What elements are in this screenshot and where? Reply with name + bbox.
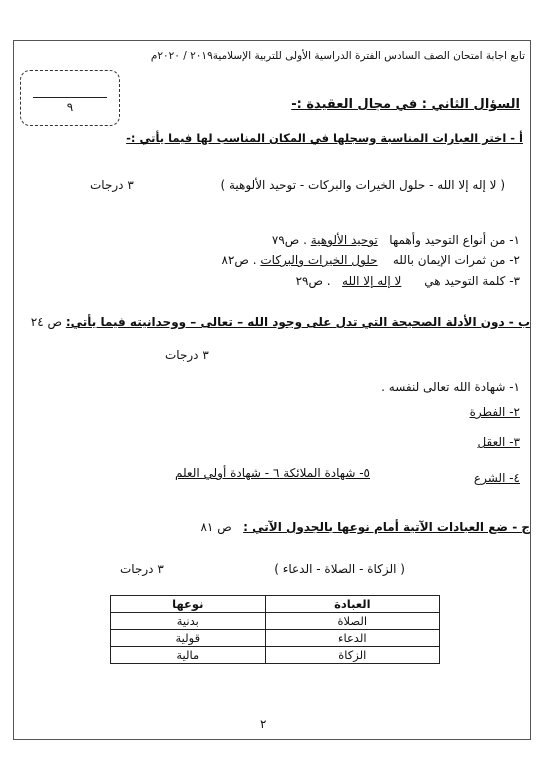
item-answer: حلول الخيرات والبركات: [260, 253, 378, 267]
part-c-instruction: ج - ضع العبادات الآتية أمام نوعها بالجدول الآتي :: [243, 520, 530, 534]
part-b-item-2: ٢- الفطرة: [469, 405, 520, 419]
part-c-marks: ٣ درجات: [120, 562, 164, 576]
item-prefix: ٣- كلمة التوحيد هي: [424, 274, 520, 288]
exam-header: تابع اجابة امتحان الصف السادس الفترة الدراسية الأولى للتربية الإسلامية٢٠١٩ / ٢٠٢٠م: [150, 50, 525, 62]
part-a-item-1: [272, 233, 520, 247]
table-cell-type: مالية: [111, 647, 266, 664]
part-a-item-2: [222, 253, 521, 267]
table-cell-worship: الدعاء: [265, 630, 439, 647]
part-b-item-4: ٤- الشرع: [473, 471, 520, 485]
table-row: [111, 647, 440, 664]
table-cell-worship: الزكاة: [265, 647, 439, 664]
question-two-title: السؤال الثاني : في مجال العقيدة :-: [291, 97, 520, 112]
part-b-instruction-line: [31, 315, 530, 329]
part-b-item-5-6: ٥- شهادة الملائكة ٦ - شهادة أولي العلم: [174, 466, 370, 480]
item-answer: توحيد الألوهية: [310, 233, 378, 247]
table-row: [111, 630, 440, 647]
part-c-instruction-line: [200, 520, 530, 534]
item-ref: . ص٨٢: [221, 253, 257, 267]
worship-type-table: [110, 595, 440, 664]
part-a-instruction: أ - اختر العبارات المناسبة وسجلها في المكان المناسب لها فيما يأتي :-: [126, 131, 523, 145]
page-number: ٢: [260, 717, 267, 731]
part-c-ref: ص ٨١: [200, 520, 232, 534]
part-b-marks: ٣ درجات: [165, 348, 209, 362]
part-b-instruction: ب - دون الأدلة الصحيحة التي تدل على وجود الله – تعالى – ووحدانيته فيما يأتي:: [65, 315, 530, 329]
score-value: ٩: [66, 100, 74, 114]
part-a-item-3: [296, 274, 520, 288]
item-answer: لا إله إلا الله: [342, 274, 402, 288]
table-header-row: [111, 596, 440, 613]
item-prefix: ١- من أنواع التوحيد وأهمها: [389, 233, 520, 247]
table-header-type: نوعها: [111, 596, 266, 613]
item-ref: . ص٢٩: [295, 274, 331, 288]
part-b-item-1: ١- شهادة الله تعالى لنفسه .: [381, 380, 520, 394]
part-b-item-3: ٣- العقل: [477, 435, 520, 449]
part-b-ref: ص ٢٤: [30, 315, 62, 329]
table-row: [111, 613, 440, 630]
score-box: [20, 70, 120, 126]
part-a-marks: ٣ درجات: [90, 178, 134, 192]
table-header-worship: العبادة: [265, 596, 439, 613]
part-a-options: ( لا إله إلا الله - حلول الخيرات والبركات - توحيد الألوهية ): [220, 178, 505, 192]
table-cell-worship: الصلاة: [265, 613, 439, 630]
part-c-options: ( الزكاة - الصلاة - الدعاء ): [274, 562, 405, 576]
table-cell-type: بدنية: [111, 613, 266, 630]
table-cell-type: قولية: [111, 630, 266, 647]
item-ref: . ص٧٩: [271, 233, 307, 247]
item-prefix: ٢- من ثمرات الإيمان بالله: [392, 253, 520, 267]
score-line: [33, 97, 107, 98]
